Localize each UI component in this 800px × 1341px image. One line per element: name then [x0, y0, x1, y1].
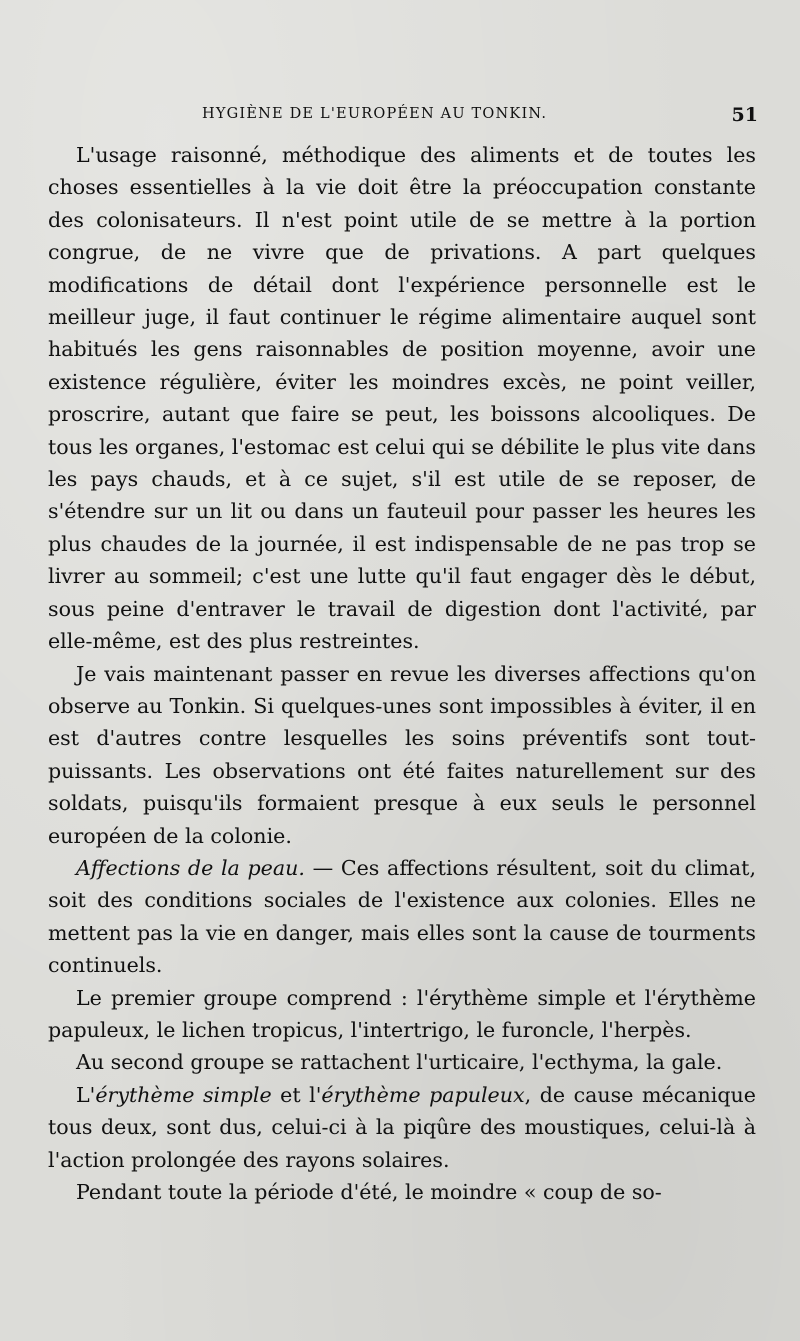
body-text	[48, 139, 756, 1208]
paragraph-first-group	[48, 982, 756, 1047]
paragraph-diet	[48, 139, 756, 658]
paragraph-skin-affections	[48, 852, 756, 982]
paragraph-text: L'	[76, 1082, 96, 1107]
paragraph-text: — Ces affections résultent, soit du climat, soit des conditions sociales de l'existence aux colonies. Elles ne mettent pas la vie en danger, mais elles sont la cause de tourments continuels.	[48, 855, 756, 978]
paragraph-erythema	[48, 1079, 756, 1176]
paragraph-text: Je vais maintenant passer en revue les diverses affections qu'on observe au Tonkin. Si quelques-unes sont impossibles à éviter, il en est d'autres contre lesquelles les soins préventifs sont tout-puissants. Les observations ont été faites naturellement sur des soldats, puisqu'ils formaient presque à eux seuls le personnel européen de la colonie.	[48, 661, 756, 848]
page-number: 51	[731, 104, 758, 126]
term-erythema-simple: érythème simple	[95, 1082, 272, 1107]
paragraph-text: Le premier groupe comprend : l'érythème simple et l'érythème papuleux, le lichen tropicus, l'intertrigo, le furoncle, l'herpès.	[48, 985, 756, 1042]
paragraph-text: Au second groupe se rattachent l'urticaire, l'ecthyma, la gale.	[76, 1050, 723, 1075]
paragraph-summer	[48, 1176, 756, 1208]
paragraph-second-group	[48, 1046, 756, 1078]
section-heading: Affections de la peau.	[76, 855, 305, 880]
running-title: HYGIÈNE DE L'EUROPÉEN AU TONKIN.	[202, 106, 548, 122]
paragraph-text: , de cause mécanique tous deux, sont dus, celui-ci à la piqûre des moustiques, celui-là à l'action prolongée des rayons solaires.	[48, 1082, 756, 1172]
term-erythema-papular: érythème papuleux	[321, 1082, 525, 1107]
paragraph-affections-review	[48, 658, 756, 852]
page-header	[48, 104, 758, 130]
paragraph-text: L'usage raisonné, méthodique des aliments et de toutes les choses essentielles à la vie doit être la préoccupation constante des colonisateurs. Il n'est point utile de se mettre à la portion congrue, de ne vivre que de privations. A part quelques modifications de détail dont l'expérience personnelle est le meilleur juge, il faut continuer le régime alimentaire auquel sont habitués les gens raisonnables de position moyenne, avoir une existence régulière, éviter les moindres excès, ne point veiller, proscrire, autant que faire se peut, les boissons alcooliques. De tous les organes, l'estomac est celui qui se débilite le plus vite dans les pays chauds, et à ce sujet, s'il est utile de se reposer, de s'étendre sur un lit ou dans un fauteuil pour passer les heures les plus chaudes de la journée, il est indispensable de ne pas trop se livrer au sommeil; c'est une lutte qu'il faut engager dès le début, sous peine d'entraver le travail de digestion dont l'activité, par elle-même, est des plus restreintes.	[48, 143, 756, 654]
paragraph-text: Pendant toute la période d'été, le moindre « coup de so-	[76, 1180, 662, 1204]
paragraph-text: et l'	[271, 1082, 322, 1107]
